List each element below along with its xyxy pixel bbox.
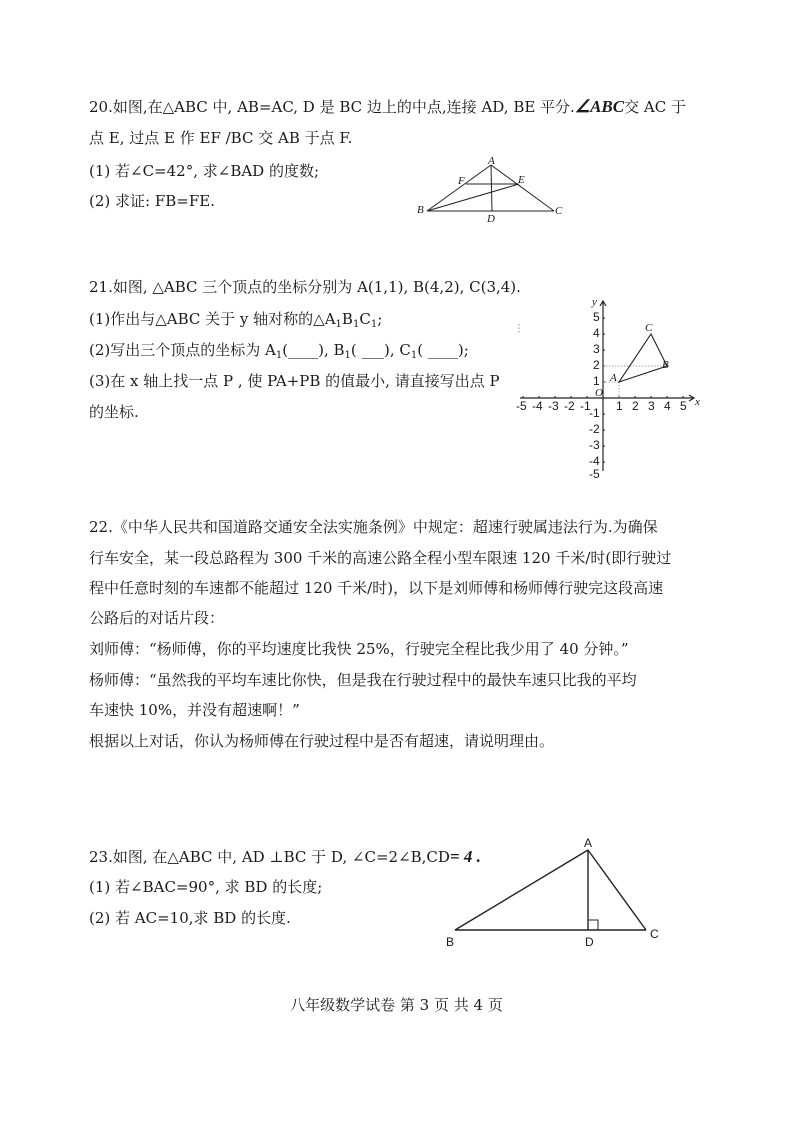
q23-label-d: D <box>585 935 594 949</box>
q20-label-b: B <box>417 204 424 216</box>
q21-part1-c: C <box>359 310 371 328</box>
y-tick--3: -3 <box>589 438 600 452</box>
q23-line1 <box>89 847 481 867</box>
q21-part2-sub-c: 1 <box>410 350 418 361</box>
q23-line1-text: 23.如图, 在△ABC 中, AD ⊥BC 于 D, ∠C=2∠B,CD <box>89 848 450 866</box>
q21-part1-text: (1)作出与△ABC 关于 y 轴对称的△A <box>89 310 336 328</box>
q20-segment-ad <box>491 165 492 211</box>
q20-side-ac <box>491 165 554 211</box>
q23-label-a: A <box>584 836 593 850</box>
q20-part1: (1) 若∠C=42°, 求∠BAD 的度数; <box>89 162 320 180</box>
x-tick--2: -2 <box>564 399 575 413</box>
x-tick--4: -4 <box>532 399 543 413</box>
x-tick-3: 3 <box>648 399 655 413</box>
q22-line5: 刘师傅：“杨师傅，你的平均速度比我快 25%，行驶完全程比我少用了 40 分钟。” <box>89 640 629 658</box>
q21-part1-sub-a: 1 <box>335 319 342 330</box>
q21-triangle-abc <box>619 334 667 382</box>
q20-line1-text: 20.如图,在△ABC 中, AB=AC, D 是 BC 边上的中点,连接 AD, BE 平分. <box>89 98 575 116</box>
q22-line3: 程中任意时刻的车速都不能超过 120 千米/时)，以下是刘师傅和杨师傅行驶完这段高速 <box>89 579 664 597</box>
x-tick-labels <box>516 399 687 413</box>
q23-part2: (2) 若 AC=10,求 BD 的长度. <box>89 909 291 927</box>
x-tick--5: -5 <box>516 399 527 413</box>
q20-label-d: D <box>487 213 495 225</box>
q20-line2: 点 E, 过点 E 作 EF /BC 交 AB 于点 F. <box>89 129 353 147</box>
q20-line1-tail: 交 AC 于 <box>624 98 686 116</box>
q21-part2-blank-c: ( ____); <box>417 341 469 359</box>
q21-part1-sub-c: 1 <box>370 319 378 330</box>
x-tick-1: 1 <box>616 399 623 413</box>
y-tick-1: 1 <box>593 374 600 388</box>
q21-part3-tail: 的坐标. <box>89 403 139 421</box>
q21-label-c: C <box>645 322 653 334</box>
q21-part2-blank-a: (____), B <box>282 341 345 359</box>
q20-side-ab <box>427 165 491 211</box>
q23-right-angle-mark <box>588 920 598 930</box>
q21-part2-sub-a: 1 <box>275 350 283 361</box>
q22-line7: 车速快 10%，并没有超速啊！” <box>89 701 300 719</box>
q21-part1-end: ; <box>377 310 383 328</box>
q20-segment-be <box>427 184 519 211</box>
y-tick-4: 4 <box>593 326 600 340</box>
q20-angle-abc: ∠ABC <box>574 97 625 116</box>
q23-cd-value: = 4 . <box>449 847 481 866</box>
q23-label-c: C <box>650 927 659 941</box>
x-tick-4: 4 <box>664 399 671 413</box>
q20-label-f: F <box>458 175 465 187</box>
q21-part2-sub-b: 1 <box>344 350 351 361</box>
x-tick-2: 2 <box>632 399 639 413</box>
y-tick--2: -2 <box>589 422 600 436</box>
q21-part2-blank-b: ( ___), C <box>350 341 411 359</box>
q20-label-a: A <box>488 155 495 167</box>
q20-triangle-figure <box>410 155 570 225</box>
q22-line6: 杨师傅：“虽然我的平均车速比你快，但是我在行驶过程中的最快车速只比我的平均 <box>89 671 637 689</box>
q21-line1: 21.如图, △ABC 三个顶点的坐标分别为 A(1,1), B(4,2), C(3,4). <box>89 278 521 296</box>
y-tick-2: 2 <box>593 358 600 372</box>
q20-part2: (2) 求证: FB=FE. <box>89 192 215 210</box>
q21-coordinate-plane <box>512 295 702 481</box>
q23-part1: (1) 若∠BAC=90°, 求 BD 的长度; <box>89 878 323 896</box>
q22-line4: 公路后的对话片段： <box>89 609 225 627</box>
q21-part3: (3)在 x 轴上找一点 P , 使 PA+PB 的值最小, 请直接写出点 P <box>89 372 500 390</box>
x-tick-5: 5 <box>680 399 687 413</box>
y-tick--1: -1 <box>589 406 600 420</box>
q21-label-a: A <box>610 372 617 384</box>
q23-side-ab <box>455 850 588 930</box>
origin-label: O <box>595 387 603 399</box>
x-axis-label: x <box>695 396 700 408</box>
q22-line8: 根据以上对话，你认为杨师傅在行驶过程中是否有超速，请说明理由。 <box>89 732 555 750</box>
y-tick-3: 3 <box>593 342 600 356</box>
y-tick-5: 5 <box>593 310 600 324</box>
y-axis-label: y <box>592 296 597 308</box>
q22-line1: 22.《中华人民共和国道路交通安全法实施条例》中规定：超速行驶属违法行为.为确保 <box>89 518 658 536</box>
q23-side-ac <box>588 850 646 930</box>
q21-part2-text: (2)写出三个顶点的坐标为 A <box>89 341 276 359</box>
x-tick--1: -1 <box>580 399 591 413</box>
q20-label-c: C <box>555 205 563 217</box>
y-tick--5: -5 <box>589 467 600 481</box>
q22-line2: 行车安全，某一段总路程为 300 千米的高速公路全程小型车限速 120 千米/时(即行驶过 <box>89 549 672 567</box>
page-footer: 八年级数学试卷 第 3 页 共 4 页 <box>290 996 503 1014</box>
q20-line1 <box>89 97 686 117</box>
q23-right-triangle-figure <box>440 836 670 951</box>
y-tick--4: -4 <box>589 454 600 468</box>
q21-part1-sub-b: 1 <box>352 319 360 330</box>
x-tick--3: -3 <box>548 399 559 413</box>
q23-label-b: B <box>446 935 455 949</box>
q21-part2 <box>89 340 469 366</box>
q21-part1-b: B <box>341 310 353 328</box>
q20-label-e: E <box>518 174 525 186</box>
q21-part1 <box>89 309 382 335</box>
q21-label-b: B <box>662 359 669 371</box>
